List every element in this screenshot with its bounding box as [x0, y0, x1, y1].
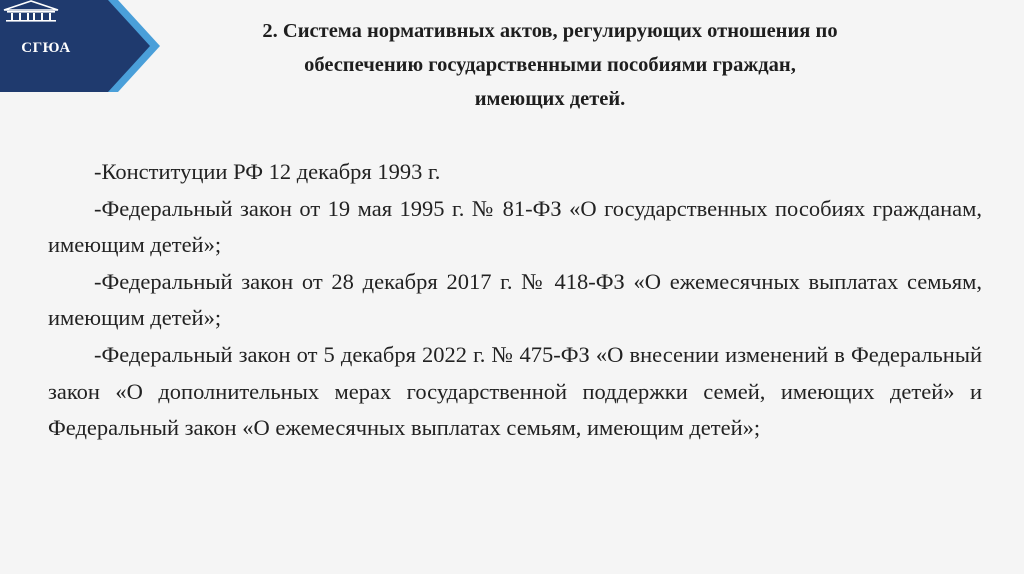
title-line-1: 2. Система нормативных актов, регулирующих отношения по: [262, 20, 838, 42]
slide-title: [140, 14, 960, 116]
building-emblem-icon: [0, 0, 62, 22]
list-item-law-81-fz: -Федеральный закон от 19 мая 1995 г. № 81-ФЗ «О государственных пособиях гражданам, имеющим детей»;: [48, 195, 982, 258]
list-item-law-418-fz: -Федеральный закон от 28 декабря 2017 г. № 418-ФЗ «О ежемесячных выплатах семьям, имеющим детей»;: [48, 268, 982, 331]
list-item-law-475-fz: -Федеральный закон от 5 декабря 2022 г. № 475-ФЗ «О внесении изменений в Федеральный закон «О дополнительных мерах государственной поддержки семей, имеющих детей» и Федеральный закон «О ежемесячных выплатах семьям, имеющим детей»;: [48, 341, 982, 441]
title-line-2: обеспечению государственными пособиями граждан,: [304, 54, 796, 76]
logo-text: СГЮА: [21, 40, 71, 56]
logo-band: [0, 0, 160, 92]
title-line-3: имеющих детей.: [474, 88, 626, 110]
list-item-constitution: -Конституции РФ 12 декабря 1993 г.: [94, 159, 441, 184]
legal-acts-list: [48, 154, 982, 447]
